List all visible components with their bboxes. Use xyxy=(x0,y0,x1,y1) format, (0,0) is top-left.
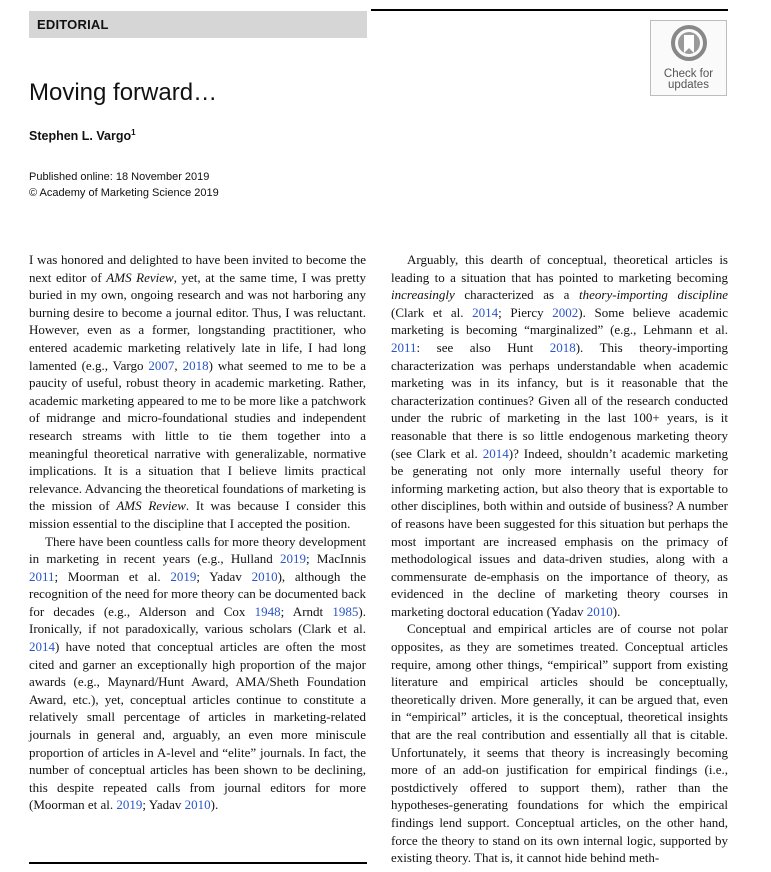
copyright-line: © Academy of Marketing Science 2019 xyxy=(29,186,219,199)
text-run: , yet, at the same time, I was pretty buried in my own, ongoing research and was not harboring any burning desire to become a journal editor. Thus, I was reluctant. However, even as a former, longstanding practitioner, who entered academic marketing relatively late in life, I had long lamented (e.g., Vargo xyxy=(29,269,366,373)
citation-link[interactable]: 2018 xyxy=(182,357,209,373)
citation-link[interactable]: 2010 xyxy=(184,797,211,813)
body-paragraph xyxy=(29,533,366,815)
text-run: (Clark et al. xyxy=(391,304,473,320)
text-run: ). This theory-importing characterization was perhaps understandable when academic marketing was in its infancy, but is it reasonable that the characterization continues? Given all of the research conducted under the rubric of marketing in the last 100+ years, is it reasonable that there is so little endogenous marketing theory (see Clark et al. xyxy=(391,339,729,461)
article-title: Moving forward… xyxy=(29,79,218,106)
text-run: , xyxy=(174,357,183,373)
section-banner xyxy=(29,11,367,38)
footer-rule xyxy=(29,862,367,864)
citation-link[interactable]: 2018 xyxy=(549,339,576,355)
body-paragraph xyxy=(391,251,728,620)
right-column xyxy=(391,251,728,867)
author-affiliation-marker: 1 xyxy=(131,128,136,137)
italic-text: AMS Review xyxy=(116,498,186,514)
italic-text: increasingly xyxy=(391,287,455,303)
text-run: I was honored and delighted to have been invited to become the next editor of xyxy=(29,252,366,285)
text-run: ; Yadav xyxy=(142,797,185,813)
text-run: ; Arndt xyxy=(280,603,333,619)
italic-text: AMS Review xyxy=(106,269,174,285)
text-run: ). xyxy=(210,797,219,813)
left-column xyxy=(29,251,366,814)
text-run: Conceptual and empirical articles are of course not polar opposites, as they are sometimes treated. Conceptual articles require, among other things, “empirical” support from existing literature and empirical articles should be conceptually, theoretically driven. More generally, it can be argued that, even in “empirical” articles, it is the conceptual, theoretical insights that are the real contribution and essentially all that is citable. Unfortunately, it seems that theory is increasingly becoming more of an add-on justification for empirical findings (i.e., postdictively offered to support them), rather than the hypotheses-generating foundations for which the empirical findings lend support. Conceptual articles, on the other hand, force the theory to stand on its own internal logic, supported by existing theory. That is, it cannot hide behind meth- xyxy=(391,621,728,866)
text-run: ; Yadav xyxy=(196,568,252,584)
text-run: ; Piercy xyxy=(498,304,553,320)
text-run: )? Indeed, shouldn’t academic marketing be generating not only more internally useful theory for informing marketing action, but also theory that is exportable to other disciplines, both within and outside of business? A number of reasons have been suggested for this situation but perhaps the most important are increased emphasis on the primacy of methodological issues and data-driven studies, along with a commensurate de-emphasis on the importance of theory, as evidenced in the decline of marketing theory courses in marketing doctoral education (Yadav xyxy=(391,445,729,619)
text-run: Arguably, this dearth of conceptual, theoretical articles is leading to a situation that has pointed to marketing becoming xyxy=(391,252,728,285)
text-run: . It was because I consider this mission essential to the discipline that I accepted the position. xyxy=(29,498,366,531)
text-run: ), although the recognition of the need for more theory can be documented back for decades (e.g., Alderson and Cox xyxy=(29,568,366,619)
citation-link[interactable]: 2019 xyxy=(170,568,197,584)
citation-link[interactable]: 2011 xyxy=(391,339,417,355)
body-paragraph xyxy=(391,620,728,866)
text-run: There have been countless calls for more theory development in marketing in recent years (e.g., Hulland xyxy=(29,533,366,567)
publication-meta xyxy=(29,170,219,201)
published-date: Published online: 18 November 2019 xyxy=(29,171,210,183)
citation-link[interactable]: 2014 xyxy=(482,445,509,461)
text-run: ). Ironically, if not paradoxically, various scholars (Clark et al. xyxy=(29,603,366,637)
text-run: ). xyxy=(612,603,621,619)
citation-link[interactable]: 2014 xyxy=(472,304,499,320)
header-rule xyxy=(371,9,728,11)
citation-link[interactable]: 2019 xyxy=(116,797,143,813)
citation-link[interactable]: 2019 xyxy=(280,551,307,567)
citation-link[interactable]: 1985 xyxy=(332,603,359,619)
check-updates-line1: Check for xyxy=(663,68,714,80)
text-run: : see also Hunt xyxy=(416,339,550,355)
section-label: EDITORIAL xyxy=(37,17,109,32)
italic-text: theory-importing discipline xyxy=(579,287,728,303)
text-run: ; MacInnis xyxy=(306,551,366,567)
citation-link[interactable]: 2002 xyxy=(552,304,579,320)
citation-link[interactable]: 2011 xyxy=(29,568,55,584)
text-run: ) what seemed to me to be a paucity of useful, robust theory in academic marketing. Rather, academic marketing appeared to me to be more like a patchwork of midrange and micro-foundational studies and independent research streams with little to tie them together into a meaningful theoretical narrative with generalizable, normative implications. It is a situation that I believe limits practical relevance. Advancing the theoretical foundations of marketing is the mission of xyxy=(29,357,366,514)
check-for-updates-button[interactable] xyxy=(650,20,727,96)
check-updates-line2: updates xyxy=(668,79,709,91)
author-name[interactable] xyxy=(29,128,136,143)
citation-link[interactable]: 2010 xyxy=(586,603,613,619)
text-run: ) have noted that conceptual articles are often the most cited and garner an exceptionally high proportion of the major awards (e.g., Maynard/Hunt Award, AMA/Sheth Foundation Award, etc.), yet, conceptual articles continue to constitute a relatively small percentage of articles in marketing-related journals in general and, arguably, an even more miniscule proportion of articles in A-level and “elite” journals. In fact, the number of conceptual articles has been shown to be declining, this despite repeated calls from journal editors for more (Moorman et al. xyxy=(29,639,366,813)
citation-link[interactable]: 2010 xyxy=(251,568,278,584)
bookmark-icon xyxy=(671,25,707,65)
text-run: ; Moorman et al. xyxy=(54,568,171,584)
author-text: Stephen L. Vargo xyxy=(29,129,132,144)
citation-link[interactable]: 2007 xyxy=(148,357,175,373)
citation-link[interactable]: 2014 xyxy=(29,639,55,655)
text-run: characterized as a xyxy=(454,287,580,303)
body-paragraph xyxy=(29,251,366,533)
text-run: ). Some believe academic marketing is becoming “marginalized” (e.g., Lehmann et al. xyxy=(391,304,728,338)
citation-link[interactable]: 1948 xyxy=(254,603,281,619)
